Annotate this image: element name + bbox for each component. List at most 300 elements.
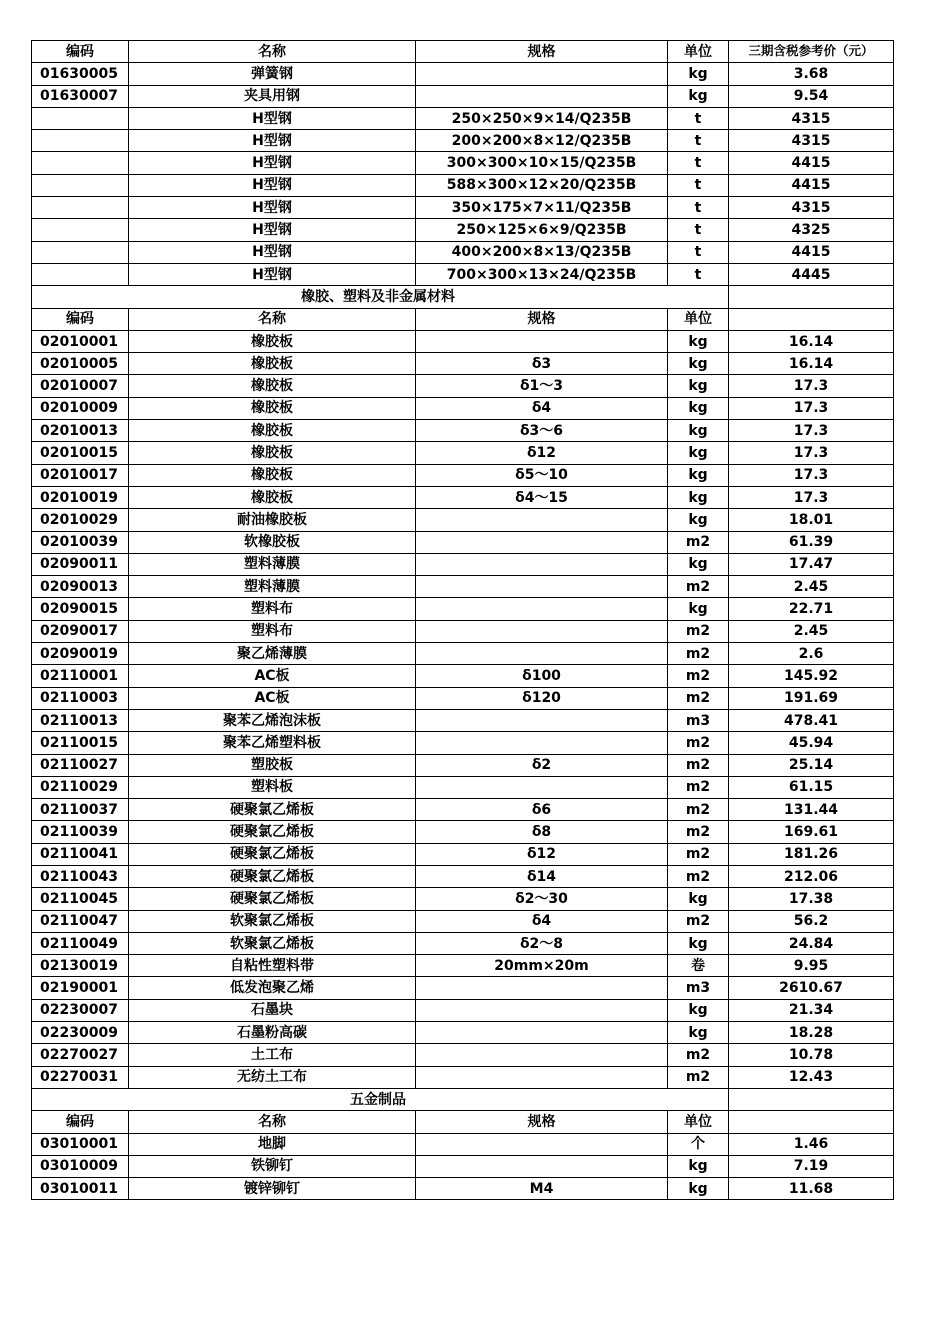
cell-price: 61.39 <box>729 531 894 553</box>
cell-code: 02010017 <box>32 464 129 486</box>
cell-unit: t <box>668 263 729 285</box>
cell-unit: kg <box>668 63 729 85</box>
header-name: 名称 <box>129 308 416 330</box>
cell-code: 02110015 <box>32 732 129 754</box>
header-price-empty <box>729 1111 894 1133</box>
cell-code: 02090011 <box>32 553 129 575</box>
cell-price: 16.14 <box>729 353 894 375</box>
cell-name: AC板 <box>129 687 416 709</box>
cell-code: 02110039 <box>32 821 129 843</box>
cell-unit: m2 <box>668 776 729 798</box>
cell-price: 10.78 <box>729 1044 894 1066</box>
table-row <box>32 263 894 285</box>
cell-code: 02110041 <box>32 843 129 865</box>
cell-price: 191.69 <box>729 687 894 709</box>
cell-unit: kg <box>668 888 729 910</box>
cell-price: 21.34 <box>729 999 894 1021</box>
cell-price: 4445 <box>729 263 894 285</box>
cell-price: 478.41 <box>729 709 894 731</box>
cell-spec: 250×125×6×9/Q235B <box>416 219 668 241</box>
cell-name: 无纺土工布 <box>129 1066 416 1088</box>
cell-name: 石墨块 <box>129 999 416 1021</box>
cell-name: H型钢 <box>129 174 416 196</box>
cell-spec: δ120 <box>416 687 668 709</box>
cell-code: 02110029 <box>32 776 129 798</box>
cell-code: 02090019 <box>32 643 129 665</box>
table-row <box>32 353 894 375</box>
cell-code <box>32 152 129 174</box>
cell-code <box>32 241 129 263</box>
cell-code: 02110047 <box>32 910 129 932</box>
cell-spec: 350×175×7×11/Q235B <box>416 197 668 219</box>
price-table-body <box>32 41 894 1200</box>
cell-unit: t <box>668 174 729 196</box>
cell-name: 橡胶板 <box>129 486 416 508</box>
cell-unit: m2 <box>668 732 729 754</box>
cell-unit: kg <box>668 553 729 575</box>
cell-name: 塑胶板 <box>129 754 416 776</box>
cell-spec <box>416 709 668 731</box>
cell-spec: δ12 <box>416 843 668 865</box>
cell-unit: t <box>668 107 729 129</box>
cell-spec <box>416 999 668 1021</box>
price-table <box>31 40 894 1200</box>
cell-code: 02010029 <box>32 509 129 531</box>
cell-spec: 400×200×8×13/Q235B <box>416 241 668 263</box>
cell-price: 7.19 <box>729 1155 894 1177</box>
cell-name: 软橡胶板 <box>129 531 416 553</box>
cell-price: 9.54 <box>729 85 894 107</box>
section-title-spacer <box>729 286 894 308</box>
cell-price: 17.3 <box>729 397 894 419</box>
table-row <box>32 999 894 1021</box>
cell-code: 02110013 <box>32 709 129 731</box>
cell-code: 03010011 <box>32 1178 129 1200</box>
header-code: 编码 <box>32 41 129 63</box>
cell-unit: m2 <box>668 754 729 776</box>
cell-code: 03010009 <box>32 1155 129 1177</box>
cell-code: 02010009 <box>32 397 129 419</box>
cell-unit: kg <box>668 486 729 508</box>
cell-unit: m2 <box>668 576 729 598</box>
cell-price: 25.14 <box>729 754 894 776</box>
cell-name: H型钢 <box>129 197 416 219</box>
cell-spec: δ2 <box>416 754 668 776</box>
table-row <box>32 977 894 999</box>
cell-code: 02110027 <box>32 754 129 776</box>
cell-code: 02010013 <box>32 420 129 442</box>
cell-code <box>32 107 129 129</box>
cell-price: 4415 <box>729 174 894 196</box>
cell-name: 硬聚氯乙烯板 <box>129 865 416 887</box>
table-row <box>32 531 894 553</box>
cell-spec: δ4 <box>416 910 668 932</box>
header-row <box>32 41 894 63</box>
cell-name: 土工布 <box>129 1044 416 1066</box>
section-title: 五金制品 <box>32 1088 729 1110</box>
cell-spec: δ3～6 <box>416 420 668 442</box>
cell-spec: 300×300×10×15/Q235B <box>416 152 668 174</box>
table-row <box>32 643 894 665</box>
cell-price: 181.26 <box>729 843 894 865</box>
cell-price: 17.47 <box>729 553 894 575</box>
cell-name: 橡胶板 <box>129 442 416 464</box>
section-title-row <box>32 1088 894 1110</box>
cell-code: 02090015 <box>32 598 129 620</box>
cell-name: 低发泡聚乙烯 <box>129 977 416 999</box>
cell-name: 石墨粉高碳 <box>129 1022 416 1044</box>
header-name: 名称 <box>129 1111 416 1133</box>
cell-price: 22.71 <box>729 598 894 620</box>
cell-unit: t <box>668 219 729 241</box>
cell-spec <box>416 620 668 642</box>
cell-name: 橡胶板 <box>129 353 416 375</box>
cell-code: 02270031 <box>32 1066 129 1088</box>
table-row <box>32 1178 894 1200</box>
cell-unit: m3 <box>668 709 729 731</box>
header-row <box>32 308 894 330</box>
table-row <box>32 732 894 754</box>
cell-name: 硬聚氯乙烯板 <box>129 799 416 821</box>
header-unit: 单位 <box>668 308 729 330</box>
cell-spec: δ4～15 <box>416 486 668 508</box>
cell-name: 橡胶板 <box>129 420 416 442</box>
table-row <box>32 821 894 843</box>
cell-unit: m2 <box>668 821 729 843</box>
cell-code <box>32 263 129 285</box>
cell-spec <box>416 531 668 553</box>
table-row <box>32 1044 894 1066</box>
cell-price: 17.3 <box>729 464 894 486</box>
cell-price: 4315 <box>729 107 894 129</box>
cell-name: 橡胶板 <box>129 375 416 397</box>
cell-name: 橡胶板 <box>129 464 416 486</box>
cell-code: 01630005 <box>32 63 129 85</box>
table-row <box>32 754 894 776</box>
table-row <box>32 509 894 531</box>
cell-name: H型钢 <box>129 219 416 241</box>
section-title-row <box>32 286 894 308</box>
cell-price: 12.43 <box>729 1066 894 1088</box>
cell-code: 02090013 <box>32 576 129 598</box>
cell-spec <box>416 643 668 665</box>
cell-price: 9.95 <box>729 955 894 977</box>
cell-name: 软聚氯乙烯板 <box>129 910 416 932</box>
cell-unit: kg <box>668 420 729 442</box>
table-row <box>32 576 894 598</box>
cell-price: 11.68 <box>729 1178 894 1200</box>
cell-name: H型钢 <box>129 152 416 174</box>
cell-price: 24.84 <box>729 932 894 954</box>
table-row <box>32 130 894 152</box>
cell-code <box>32 174 129 196</box>
cell-spec <box>416 1066 668 1088</box>
table-row <box>32 553 894 575</box>
cell-unit: t <box>668 130 729 152</box>
cell-name: 硬聚氯乙烯板 <box>129 821 416 843</box>
cell-unit: kg <box>668 330 729 352</box>
table-row <box>32 955 894 977</box>
cell-price: 17.3 <box>729 375 894 397</box>
cell-spec: δ5～10 <box>416 464 668 486</box>
table-row <box>32 152 894 174</box>
cell-code: 03010001 <box>32 1133 129 1155</box>
table-row <box>32 687 894 709</box>
header-spec: 规格 <box>416 41 668 63</box>
cell-spec <box>416 330 668 352</box>
cell-code: 02010005 <box>32 353 129 375</box>
cell-code: 02130019 <box>32 955 129 977</box>
cell-name: 聚苯乙烯泡沫板 <box>129 709 416 731</box>
cell-spec: δ2～8 <box>416 932 668 954</box>
table-row <box>32 486 894 508</box>
cell-unit: kg <box>668 598 729 620</box>
cell-unit: kg <box>668 85 729 107</box>
cell-price: 4415 <box>729 152 894 174</box>
cell-code: 02230009 <box>32 1022 129 1044</box>
table-row <box>32 107 894 129</box>
cell-spec: δ6 <box>416 799 668 821</box>
cell-name: 塑料布 <box>129 598 416 620</box>
cell-unit: t <box>668 241 729 263</box>
cell-price: 61.15 <box>729 776 894 798</box>
section-title: 橡胶、塑料及非金属材料 <box>32 286 729 308</box>
cell-spec: 250×250×9×14/Q235B <box>416 107 668 129</box>
cell-price: 2.6 <box>729 643 894 665</box>
cell-unit: m2 <box>668 687 729 709</box>
cell-unit: m2 <box>668 620 729 642</box>
cell-spec <box>416 576 668 598</box>
table-row <box>32 665 894 687</box>
table-row <box>32 442 894 464</box>
header-price: 三期含税参考价（元） <box>729 41 894 63</box>
cell-code: 02010039 <box>32 531 129 553</box>
table-row <box>32 910 894 932</box>
cell-name: 塑料薄膜 <box>129 553 416 575</box>
cell-price: 17.3 <box>729 486 894 508</box>
header-unit: 单位 <box>668 41 729 63</box>
cell-unit: kg <box>668 397 729 419</box>
cell-unit: kg <box>668 353 729 375</box>
cell-price: 18.28 <box>729 1022 894 1044</box>
table-row <box>32 776 894 798</box>
cell-name: 自粘性塑料带 <box>129 955 416 977</box>
cell-code: 02010015 <box>32 442 129 464</box>
cell-price: 45.94 <box>729 732 894 754</box>
cell-unit: 卷 <box>668 955 729 977</box>
table-row <box>32 865 894 887</box>
cell-unit: m2 <box>668 1044 729 1066</box>
cell-price: 4415 <box>729 241 894 263</box>
cell-code: 02090017 <box>32 620 129 642</box>
cell-spec <box>416 553 668 575</box>
cell-unit: m2 <box>668 531 729 553</box>
cell-price: 212.06 <box>729 865 894 887</box>
cell-code: 02110001 <box>32 665 129 687</box>
cell-name: 塑料薄膜 <box>129 576 416 598</box>
cell-name: 塑料布 <box>129 620 416 642</box>
cell-spec <box>416 85 668 107</box>
cell-price: 2610.67 <box>729 977 894 999</box>
cell-code: 02110049 <box>32 932 129 954</box>
cell-spec <box>416 1155 668 1177</box>
cell-name: 橡胶板 <box>129 330 416 352</box>
cell-spec: 200×200×8×12/Q235B <box>416 130 668 152</box>
cell-name: 硬聚氯乙烯板 <box>129 888 416 910</box>
cell-name: H型钢 <box>129 241 416 263</box>
cell-unit: kg <box>668 1178 729 1200</box>
cell-name: 软聚氯乙烯板 <box>129 932 416 954</box>
cell-unit: kg <box>668 375 729 397</box>
cell-unit: kg <box>668 509 729 531</box>
cell-price: 4315 <box>729 130 894 152</box>
cell-code: 01630007 <box>32 85 129 107</box>
cell-code <box>32 219 129 241</box>
cell-name: 弹簧钢 <box>129 63 416 85</box>
table-row <box>32 330 894 352</box>
cell-price: 56.2 <box>729 910 894 932</box>
cell-name: H型钢 <box>129 130 416 152</box>
cell-name: 地脚 <box>129 1133 416 1155</box>
cell-name: 橡胶板 <box>129 397 416 419</box>
cell-name: H型钢 <box>129 263 416 285</box>
cell-spec: 20mm×20m <box>416 955 668 977</box>
table-row <box>32 219 894 241</box>
cell-name: 聚乙烯薄膜 <box>129 643 416 665</box>
cell-name: 硬聚氯乙烯板 <box>129 843 416 865</box>
cell-price: 17.3 <box>729 420 894 442</box>
cell-spec <box>416 63 668 85</box>
cell-name: 铁铆钉 <box>129 1155 416 1177</box>
cell-spec: δ2～30 <box>416 888 668 910</box>
table-row <box>32 397 894 419</box>
cell-spec <box>416 732 668 754</box>
cell-price: 1.46 <box>729 1133 894 1155</box>
cell-code: 02270027 <box>32 1044 129 1066</box>
header-name: 名称 <box>129 41 416 63</box>
cell-unit: m2 <box>668 1066 729 1088</box>
cell-unit: m2 <box>668 843 729 865</box>
cell-price: 4325 <box>729 219 894 241</box>
cell-name: 夹具用钢 <box>129 85 416 107</box>
cell-price: 145.92 <box>729 665 894 687</box>
cell-price: 3.68 <box>729 63 894 85</box>
cell-spec: δ3 <box>416 353 668 375</box>
cell-price: 17.3 <box>729 442 894 464</box>
header-row <box>32 1111 894 1133</box>
cell-unit: kg <box>668 442 729 464</box>
cell-price: 131.44 <box>729 799 894 821</box>
cell-code: 02010019 <box>32 486 129 508</box>
cell-spec <box>416 1022 668 1044</box>
table-row <box>32 932 894 954</box>
table-row <box>32 85 894 107</box>
cell-name: 镀锌铆钉 <box>129 1178 416 1200</box>
cell-price: 18.01 <box>729 509 894 531</box>
cell-price: 2.45 <box>729 620 894 642</box>
cell-code: 02010007 <box>32 375 129 397</box>
cell-spec: δ4 <box>416 397 668 419</box>
header-price-empty <box>729 308 894 330</box>
cell-unit: m2 <box>668 643 729 665</box>
table-row <box>32 598 894 620</box>
header-spec: 规格 <box>416 1111 668 1133</box>
table-row <box>32 1133 894 1155</box>
cell-code: 02110043 <box>32 865 129 887</box>
cell-price: 169.61 <box>729 821 894 843</box>
cell-code: 02010001 <box>32 330 129 352</box>
header-code: 编码 <box>32 1111 129 1133</box>
header-spec: 规格 <box>416 308 668 330</box>
cell-spec: δ100 <box>416 665 668 687</box>
cell-unit: kg <box>668 999 729 1021</box>
table-row <box>32 241 894 263</box>
cell-spec: 588×300×12×20/Q235B <box>416 174 668 196</box>
table-row <box>32 420 894 442</box>
cell-unit: kg <box>668 1155 729 1177</box>
table-row <box>32 464 894 486</box>
cell-spec: δ12 <box>416 442 668 464</box>
cell-spec <box>416 776 668 798</box>
cell-unit: t <box>668 152 729 174</box>
table-row <box>32 63 894 85</box>
table-row <box>32 709 894 731</box>
table-row <box>32 620 894 642</box>
cell-spec <box>416 977 668 999</box>
table-row <box>32 375 894 397</box>
cell-price: 17.38 <box>729 888 894 910</box>
cell-unit: t <box>668 197 729 219</box>
cell-unit: m3 <box>668 977 729 999</box>
cell-code: 02190001 <box>32 977 129 999</box>
cell-spec: 700×300×13×24/Q235B <box>416 263 668 285</box>
cell-price: 2.45 <box>729 576 894 598</box>
cell-code: 02230007 <box>32 999 129 1021</box>
cell-code <box>32 130 129 152</box>
cell-spec <box>416 1133 668 1155</box>
cell-spec: δ1～3 <box>416 375 668 397</box>
table-row <box>32 197 894 219</box>
header-code: 编码 <box>32 308 129 330</box>
cell-spec: δ14 <box>416 865 668 887</box>
cell-spec: M4 <box>416 1178 668 1200</box>
table-row <box>32 799 894 821</box>
cell-spec <box>416 1044 668 1066</box>
cell-unit: kg <box>668 932 729 954</box>
cell-unit: m2 <box>668 910 729 932</box>
cell-name: 聚苯乙烯塑料板 <box>129 732 416 754</box>
cell-code: 02110003 <box>32 687 129 709</box>
table-row <box>32 1022 894 1044</box>
cell-code <box>32 197 129 219</box>
cell-price: 16.14 <box>729 330 894 352</box>
cell-code: 02110045 <box>32 888 129 910</box>
cell-name: AC板 <box>129 665 416 687</box>
cell-price: 4315 <box>729 197 894 219</box>
header-unit: 单位 <box>668 1111 729 1133</box>
table-row <box>32 1066 894 1088</box>
cell-unit: m2 <box>668 865 729 887</box>
cell-unit: m2 <box>668 665 729 687</box>
cell-name: 耐油橡胶板 <box>129 509 416 531</box>
cell-name: 塑料板 <box>129 776 416 798</box>
table-row <box>32 888 894 910</box>
cell-spec: δ8 <box>416 821 668 843</box>
cell-unit: 个 <box>668 1133 729 1155</box>
cell-spec <box>416 598 668 620</box>
cell-unit: kg <box>668 1022 729 1044</box>
cell-spec <box>416 509 668 531</box>
